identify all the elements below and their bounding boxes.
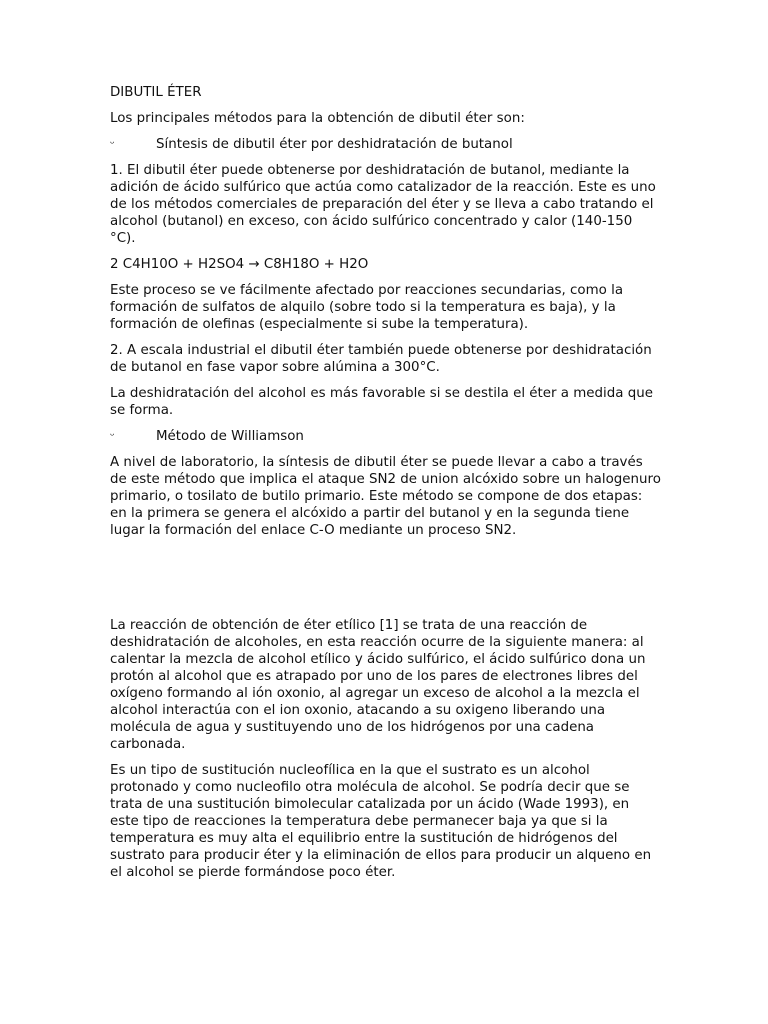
bullet-icon: ᵕ	[110, 429, 115, 442]
section-heading-1	[110, 136, 662, 153]
equation: 2 C4H10O + H2SO4 → C8H18O + H2O	[110, 257, 369, 272]
paragraph-7: Es un tipo de sustitución nucleofílica en la que el sustrato es un alcohol protonado y como nucleofilo otra molécula de alcohol. Se podría decir que se trata de una sustitución bimolecular catalizada por un ácido (Wade 1993), en este tipo de reacciones la temperatura debe permanecer baja ya que si la temperatura es muy alta el equilibrio entre la sustitución de hidrógenos del sustrato para producir éter y la eliminación de ellos para producir un alqueno en el alcohol se pierde formándose poco éter.	[110, 763, 652, 880]
paragraph-1: 1. El dibutil éter puede obtenerse por deshidratación de butanol, mediante la adición de ácido sulfúrico que actúa como catalizador de la reacción. Este es uno de los métodos comerciales de preparación del éter y se lleva a cabo tratando el alcohol (butanol) en exceso, con ácido sulfúrico concentrado y calor (140-150 °C).	[110, 163, 656, 246]
document-page	[110, 84, 662, 890]
blank-space	[110, 548, 662, 617]
bullet-icon: ᵕ	[110, 137, 115, 150]
intro-paragraph: Los principales métodos para la obtención de dibutil éter son:	[110, 111, 525, 126]
paragraph-3: 2. A escala industrial el dibutil éter también puede obtenerse por deshidratación de butanol en fase vapor sobre alúmina a 300°C.	[110, 343, 652, 375]
document-title: DIBUTIL ÉTER	[110, 85, 202, 100]
section-heading-2	[110, 428, 662, 445]
paragraph-4: La deshidratación del alcohol es más favorable si se destila el éter a medida que se forma.	[110, 386, 653, 418]
paragraph-6: La reacción de obtención de éter etílico [1] se trata de una reacción de deshidratación de alcoholes, en esta reacción ocurre de la siguiente manera: al calentar la mezcla de alcohol etílico y ácido sulfúrico, el ácido sulfúrico dona un protón al alcohol que es atrapado por uno de los pares de electrones libres del oxígeno formando al ión oxonio, al agregar un exceso de alcohol a la mezcla el alcohol interactúa con el ion oxonio, atacando a su oxigeno liberando una molécula de agua y sustituyendo uno de los hidrógenos por una cadena carbonada.	[110, 618, 646, 752]
section-heading-2-text: Método de Williamson	[156, 429, 304, 444]
paragraph-5: A nivel de laboratorio, la síntesis de dibutil éter se puede llevar a cabo a través de este método que implica el ataque SN2 de union alcóxido sobre un halogenuro primario, o tosilato de butilo primario. Este método se compone de dos etapas: en la primera se genera el alcóxido a partir del butanol y en la segunda tiene lugar la formación del enlace C-O mediante un proceso SN2.	[110, 455, 661, 538]
paragraph-2: Este proceso se ve fácilmente afectado por reacciones secundarias, como la formación de sulfatos de alquilo (sobre todo si la temperatura es baja), y la formación de olefinas (especialmente si sube la temperatura).	[110, 283, 624, 332]
section-heading-1-text: Síntesis de dibutil éter por deshidratación de butanol	[156, 137, 513, 152]
